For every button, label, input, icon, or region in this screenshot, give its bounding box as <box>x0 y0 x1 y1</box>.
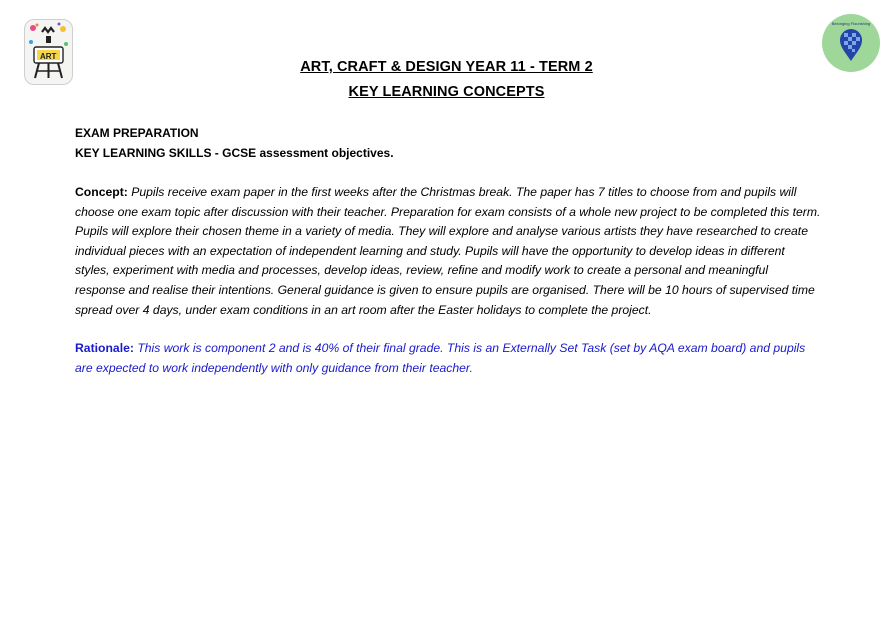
section-subheading: KEY LEARNING SKILLS - GCSE assessment objectives. <box>75 146 394 160</box>
art-easel-logo <box>24 19 73 85</box>
logo-motto: Belonging Flourishing <box>831 21 871 26</box>
logo-art-label: ART <box>40 52 57 61</box>
rationale-text: This work is component 2 and is 40% of their final grade. This is an Externally Set Task (set by AQA exam board) and pupils are expected to work independently with only guidance from their teacher. <box>75 341 806 375</box>
page-subtitle: KEY LEARNING CONCEPTS <box>348 84 545 100</box>
concept-paragraph <box>75 183 821 320</box>
concept-label: Concept: <box>75 185 132 199</box>
rationale-label: Rationale: <box>75 341 138 355</box>
section-heading: EXAM PREPARATION <box>75 126 199 140</box>
page-title: ART, CRAFT & DESIGN YEAR 11 - TERM 2 <box>300 59 593 75</box>
concept-text: Pupils receive exam paper in the first weeks after the Christmas break. The paper has 7 titles to choose from and pupils will choose one exam topic after discussion with their teacher. Preparation for exam consists of a whole new project to be completed this term. Pupils will explore their chosen theme in a variety of media. They will explore and analyse various artists they have researched to create individual pieces with an expectation of independent learning and study. Pupils will have the opportunity to develop ideas in different styles, experiment with media and processes, develop ideas, review, refine and modify work to create a personal and meaningful response and realise their intentions. General guidance is given to ensure pupils are organised. There will be 10 hours of supervised time spread over 4 days, under exam conditions in an art room after the Easter holidays to complete the project. <box>75 185 821 317</box>
rationale-paragraph <box>75 339 821 378</box>
